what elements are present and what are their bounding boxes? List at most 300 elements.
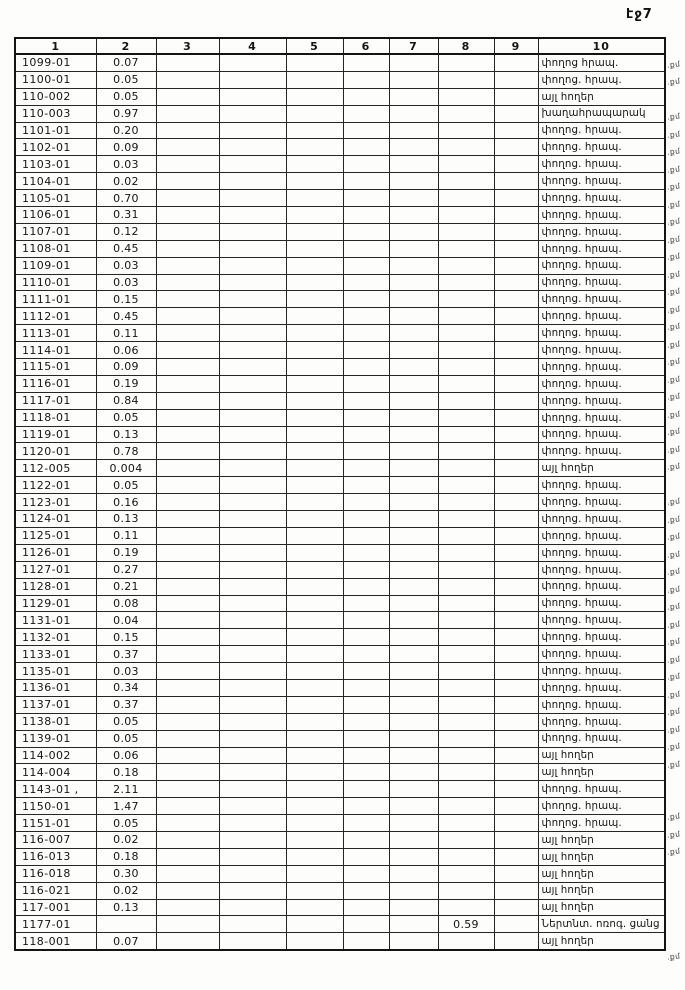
cell-col7 xyxy=(389,342,438,359)
cell-col9 xyxy=(494,173,538,190)
cell-col6 xyxy=(343,190,389,207)
cell-col8 xyxy=(438,359,494,376)
cell-col7 xyxy=(389,308,438,325)
table-row xyxy=(15,713,665,730)
cell-col6 xyxy=(343,578,389,595)
cell-col9 xyxy=(494,375,538,392)
cell-col4 xyxy=(219,325,286,342)
cell-col9 xyxy=(494,392,538,409)
cell-col10: այլ հողեր xyxy=(538,865,665,882)
cell-col7 xyxy=(389,122,438,139)
table-row xyxy=(15,899,665,916)
cell-col2: 0.34 xyxy=(96,679,156,696)
cell-col4 xyxy=(219,933,286,950)
cell-col3 xyxy=(156,105,219,122)
cell-col8: 0.59 xyxy=(438,916,494,933)
cell-col6 xyxy=(343,223,389,240)
cell-col5 xyxy=(286,646,343,663)
margin-mark: .քմ xyxy=(666,321,681,333)
table-row xyxy=(15,240,665,257)
cell-col2: 0.05 xyxy=(96,713,156,730)
cell-col9 xyxy=(494,747,538,764)
cell-col10: փողոց. հրապ. xyxy=(538,713,665,730)
cell-col9 xyxy=(494,865,538,882)
cell-col1: 1111-01 xyxy=(15,291,96,308)
cell-col2: 0.45 xyxy=(96,308,156,325)
cell-col5 xyxy=(286,629,343,646)
cell-col7 xyxy=(389,223,438,240)
cell-col3 xyxy=(156,747,219,764)
cell-col7 xyxy=(389,815,438,832)
cell-col6 xyxy=(343,747,389,764)
cell-col1: 1108-01 xyxy=(15,240,96,257)
cell-col1: 1177-01 xyxy=(15,916,96,933)
margin-mark: .քմ xyxy=(666,111,681,123)
cell-col10: փողոց. հրապ. xyxy=(538,156,665,173)
margin-mark: .քմ xyxy=(666,216,681,228)
cell-col10: փողոց. հրապ. xyxy=(538,342,665,359)
cell-col7 xyxy=(389,105,438,122)
cell-col8 xyxy=(438,595,494,612)
cell-col9 xyxy=(494,713,538,730)
cell-col6 xyxy=(343,561,389,578)
cell-col8 xyxy=(438,122,494,139)
cell-col3 xyxy=(156,764,219,781)
cell-col3 xyxy=(156,223,219,240)
table-row xyxy=(15,359,665,376)
cell-col1: 1133-01 xyxy=(15,646,96,663)
cell-col7 xyxy=(389,646,438,663)
cell-col1: 1126-01 xyxy=(15,544,96,561)
cell-col2: 0.07 xyxy=(96,54,156,71)
cell-col3 xyxy=(156,257,219,274)
table-row xyxy=(15,392,665,409)
cell-col8 xyxy=(438,426,494,443)
margin-mark: .քմ xyxy=(666,601,681,612)
cell-col9 xyxy=(494,207,538,224)
cell-col2: 0.19 xyxy=(96,375,156,392)
cell-col5 xyxy=(286,544,343,561)
column-header-5: 5 xyxy=(286,38,343,54)
table-row xyxy=(15,815,665,832)
cell-col1: 1115-01 xyxy=(15,359,96,376)
cell-col8 xyxy=(438,477,494,494)
table-row xyxy=(15,139,665,156)
table-row xyxy=(15,781,665,798)
cell-col4 xyxy=(219,54,286,71)
cell-col9 xyxy=(494,477,538,494)
cell-col10: փողոց. հրապ. xyxy=(538,663,665,680)
cell-col3 xyxy=(156,713,219,730)
cell-col9 xyxy=(494,831,538,848)
table-row xyxy=(15,105,665,122)
cell-col10: փողոց. հրապ. xyxy=(538,139,665,156)
cell-col1: 1106-01 xyxy=(15,207,96,224)
cell-col5 xyxy=(286,527,343,544)
cell-col10: փողոց. հրապ. xyxy=(538,122,665,139)
margin-mark: .քմ xyxy=(666,59,681,70)
margin-mark: .քմ xyxy=(666,374,681,385)
cell-col8 xyxy=(438,612,494,629)
cell-col6 xyxy=(343,257,389,274)
cell-col7 xyxy=(389,460,438,477)
cell-col8 xyxy=(438,663,494,680)
cell-col4 xyxy=(219,527,286,544)
cell-col2: 0.02 xyxy=(96,882,156,899)
cell-col4 xyxy=(219,865,286,882)
cell-col2: 0.05 xyxy=(96,88,156,105)
land-parcel-table xyxy=(14,37,666,951)
cell-col9 xyxy=(494,848,538,865)
cell-col6 xyxy=(343,595,389,612)
cell-col2: 0.13 xyxy=(96,511,156,528)
cell-col6 xyxy=(343,815,389,832)
cell-col9 xyxy=(494,696,538,713)
cell-col6 xyxy=(343,511,389,528)
cell-col8 xyxy=(438,139,494,156)
cell-col7 xyxy=(389,359,438,376)
margin-mark: .քմ xyxy=(666,234,681,245)
cell-col10: այլ հողեր xyxy=(538,764,665,781)
handwritten-margin-marks xyxy=(667,56,685,986)
cell-col6 xyxy=(343,798,389,815)
cell-col3 xyxy=(156,781,219,798)
cell-col6 xyxy=(343,207,389,224)
cell-col10: այլ հողեր xyxy=(538,88,665,105)
cell-col6 xyxy=(343,848,389,865)
cell-col2: 0.05 xyxy=(96,477,156,494)
cell-col3 xyxy=(156,730,219,747)
margin-mark: .քմ xyxy=(666,688,681,700)
table-row xyxy=(15,696,665,713)
cell-col8 xyxy=(438,71,494,88)
cell-col4 xyxy=(219,696,286,713)
cell-col10: փողոց. հրապ. xyxy=(538,274,665,291)
cell-col1: 116-021 xyxy=(15,882,96,899)
cell-col6 xyxy=(343,933,389,950)
cell-col3 xyxy=(156,831,219,848)
cell-col9 xyxy=(494,88,538,105)
column-header-3: 3 xyxy=(156,38,219,54)
margin-mark: .քմ xyxy=(666,758,681,770)
table-row xyxy=(15,679,665,696)
cell-col9 xyxy=(494,882,538,899)
table-row xyxy=(15,308,665,325)
cell-col4 xyxy=(219,173,286,190)
cell-col1: 1128-01 xyxy=(15,578,96,595)
cell-col9 xyxy=(494,359,538,376)
cell-col5 xyxy=(286,713,343,730)
cell-col1: 1138-01 xyxy=(15,713,96,730)
cell-col2: 0.05 xyxy=(96,409,156,426)
cell-col3 xyxy=(156,392,219,409)
cell-col2: 0.12 xyxy=(96,223,156,240)
cell-col4 xyxy=(219,443,286,460)
cell-col10: փողոց. հրապ. xyxy=(538,646,665,663)
cell-col8 xyxy=(438,527,494,544)
table-row xyxy=(15,207,665,224)
cell-col5 xyxy=(286,359,343,376)
cell-col1: 117-001 xyxy=(15,899,96,916)
table-row xyxy=(15,730,665,747)
cell-col7 xyxy=(389,679,438,696)
cell-col7 xyxy=(389,629,438,646)
cell-col7 xyxy=(389,933,438,950)
cell-col2: 0.27 xyxy=(96,561,156,578)
margin-mark: .քմ xyxy=(666,391,681,402)
cell-col8 xyxy=(438,899,494,916)
cell-col1: 1135-01 xyxy=(15,663,96,680)
cell-col1: 1113-01 xyxy=(15,325,96,342)
cell-col5 xyxy=(286,342,343,359)
cell-col9 xyxy=(494,663,538,680)
cell-col9 xyxy=(494,595,538,612)
cell-col4 xyxy=(219,578,286,595)
cell-col3 xyxy=(156,578,219,595)
cell-col4 xyxy=(219,426,286,443)
cell-col1: 1107-01 xyxy=(15,223,96,240)
cell-col1: 1110-01 xyxy=(15,274,96,291)
cell-col8 xyxy=(438,156,494,173)
cell-col10: փողոց. հրապ. xyxy=(538,426,665,443)
cell-col3 xyxy=(156,696,219,713)
cell-col5 xyxy=(286,274,343,291)
cell-col9 xyxy=(494,274,538,291)
column-header-4: 4 xyxy=(219,38,286,54)
cell-col10: այլ հողեր xyxy=(538,747,665,764)
cell-col5 xyxy=(286,477,343,494)
cell-col9 xyxy=(494,815,538,832)
cell-col3 xyxy=(156,933,219,950)
cell-col2: 0.09 xyxy=(96,139,156,156)
cell-col7 xyxy=(389,527,438,544)
cell-col4 xyxy=(219,764,286,781)
cell-col7 xyxy=(389,494,438,511)
table-row xyxy=(15,882,665,899)
cell-col3 xyxy=(156,865,219,882)
cell-col9 xyxy=(494,342,538,359)
cell-col10: փողոց. հրապ. xyxy=(538,511,665,528)
cell-col9 xyxy=(494,105,538,122)
cell-col2: 0.13 xyxy=(96,426,156,443)
cell-col7 xyxy=(389,578,438,595)
cell-col2: 0.21 xyxy=(96,578,156,595)
cell-col6 xyxy=(343,325,389,342)
cell-col10: այլ հողեր xyxy=(538,899,665,916)
cell-col9 xyxy=(494,527,538,544)
cell-col5 xyxy=(286,291,343,308)
cell-col5 xyxy=(286,679,343,696)
cell-col5 xyxy=(286,933,343,950)
cell-col4 xyxy=(219,477,286,494)
cell-col9 xyxy=(494,629,538,646)
cell-col5 xyxy=(286,240,343,257)
cell-col5 xyxy=(286,764,343,781)
margin-mark: .քմ xyxy=(666,706,681,717)
cell-col4 xyxy=(219,831,286,848)
cell-col3 xyxy=(156,274,219,291)
cell-col9 xyxy=(494,612,538,629)
table-row xyxy=(15,578,665,595)
table-header-row xyxy=(15,38,665,54)
column-header-8: 8 xyxy=(438,38,494,54)
page-number-label: էջ7 xyxy=(626,7,653,22)
cell-col5 xyxy=(286,781,343,798)
cell-col1: 1105-01 xyxy=(15,190,96,207)
cell-col6 xyxy=(343,831,389,848)
table-row xyxy=(15,173,665,190)
cell-col6 xyxy=(343,477,389,494)
cell-col4 xyxy=(219,257,286,274)
cell-col5 xyxy=(286,730,343,747)
cell-col2: 0.004 xyxy=(96,460,156,477)
cell-col8 xyxy=(438,730,494,747)
cell-col10: այլ հողեր xyxy=(538,831,665,848)
cell-col10: փողոց. հրապ. xyxy=(538,730,665,747)
cell-col9 xyxy=(494,308,538,325)
cell-col10: փողոց. հրապ. xyxy=(538,527,665,544)
cell-col10: փողոց. հրապ. xyxy=(538,679,665,696)
cell-col10: փողոց. հրապ. xyxy=(538,359,665,376)
cell-col9 xyxy=(494,71,538,88)
cell-col10: այլ հողեր xyxy=(538,933,665,950)
cell-col4 xyxy=(219,561,286,578)
cell-col8 xyxy=(438,764,494,781)
cell-col3 xyxy=(156,308,219,325)
cell-col4 xyxy=(219,544,286,561)
cell-col9 xyxy=(494,325,538,342)
cell-col2: 0.06 xyxy=(96,342,156,359)
cell-col3 xyxy=(156,679,219,696)
cell-col6 xyxy=(343,342,389,359)
cell-col7 xyxy=(389,477,438,494)
cell-col2: 1.47 xyxy=(96,798,156,815)
cell-col2: 0.13 xyxy=(96,899,156,916)
cell-col5 xyxy=(286,848,343,865)
cell-col6 xyxy=(343,88,389,105)
cell-col8 xyxy=(438,798,494,815)
cell-col6 xyxy=(343,54,389,71)
cell-col8 xyxy=(438,443,494,460)
cell-col7 xyxy=(389,257,438,274)
margin-mark: .քմ xyxy=(666,251,681,263)
cell-col8 xyxy=(438,190,494,207)
cell-col3 xyxy=(156,54,219,71)
table-row xyxy=(15,511,665,528)
cell-col2: 0.97 xyxy=(96,105,156,122)
cell-col6 xyxy=(343,392,389,409)
margin-mark: .քմ xyxy=(666,549,681,560)
table-body xyxy=(15,54,665,950)
cell-col3 xyxy=(156,477,219,494)
cell-col3 xyxy=(156,325,219,342)
column-header-7: 7 xyxy=(389,38,438,54)
cell-col10: փողոց. հրապ. xyxy=(538,544,665,561)
cell-col1: 1122-01 xyxy=(15,477,96,494)
cell-col7 xyxy=(389,831,438,848)
cell-col5 xyxy=(286,409,343,426)
cell-col6 xyxy=(343,460,389,477)
cell-col8 xyxy=(438,831,494,848)
margin-mark: .քմ xyxy=(666,444,681,455)
cell-col7 xyxy=(389,54,438,71)
cell-col1: 1139-01 xyxy=(15,730,96,747)
cell-col2: 0.09 xyxy=(96,359,156,376)
cell-col4 xyxy=(219,646,286,663)
cell-col2: 0.03 xyxy=(96,156,156,173)
cell-col5 xyxy=(286,882,343,899)
cell-col4 xyxy=(219,460,286,477)
margin-mark: .քմ xyxy=(666,741,681,752)
cell-col10: փողոց. հրապ. xyxy=(538,612,665,629)
column-header-9: 9 xyxy=(494,38,538,54)
cell-col7 xyxy=(389,139,438,156)
cell-col10: այլ հողեր xyxy=(538,882,665,899)
cell-col8 xyxy=(438,865,494,882)
table-row xyxy=(15,257,665,274)
margin-mark: .քմ xyxy=(666,514,681,525)
margin-mark: .քմ xyxy=(666,146,681,158)
cell-col8 xyxy=(438,679,494,696)
cell-col6 xyxy=(343,916,389,933)
cell-col10: փողոց. հրապ. xyxy=(538,409,665,426)
cell-col9 xyxy=(494,291,538,308)
cell-col8 xyxy=(438,561,494,578)
cell-col9 xyxy=(494,494,538,511)
cell-col8 xyxy=(438,342,494,359)
cell-col9 xyxy=(494,122,538,139)
cell-col3 xyxy=(156,916,219,933)
cell-col1: 118-001 xyxy=(15,933,96,950)
margin-mark: .քմ xyxy=(666,531,681,542)
cell-col9 xyxy=(494,409,538,426)
cell-col7 xyxy=(389,291,438,308)
cell-col2: 0.02 xyxy=(96,173,156,190)
cell-col6 xyxy=(343,781,389,798)
table-row xyxy=(15,831,665,848)
cell-col4 xyxy=(219,663,286,680)
cell-col4 xyxy=(219,798,286,815)
table-row xyxy=(15,865,665,882)
cell-col6 xyxy=(343,240,389,257)
cell-col4 xyxy=(219,88,286,105)
cell-col6 xyxy=(343,544,389,561)
cell-col1: 110-003 xyxy=(15,105,96,122)
cell-col5 xyxy=(286,257,343,274)
cell-col4 xyxy=(219,223,286,240)
cell-col1: 114-004 xyxy=(15,764,96,781)
table-row xyxy=(15,71,665,88)
cell-col2: 0.78 xyxy=(96,443,156,460)
table-row xyxy=(15,612,665,629)
cell-col6 xyxy=(343,443,389,460)
margin-mark: .քմ xyxy=(666,496,681,507)
cell-col4 xyxy=(219,612,286,629)
cell-col3 xyxy=(156,544,219,561)
cell-col3 xyxy=(156,173,219,190)
cell-col6 xyxy=(343,865,389,882)
cell-col8 xyxy=(438,409,494,426)
cell-col4 xyxy=(219,359,286,376)
cell-col6 xyxy=(343,308,389,325)
cell-col6 xyxy=(343,139,389,156)
cell-col3 xyxy=(156,88,219,105)
cell-col4 xyxy=(219,105,286,122)
cell-col7 xyxy=(389,426,438,443)
cell-col10: փողոց. հրապ. xyxy=(538,595,665,612)
cell-col1: 1120-01 xyxy=(15,443,96,460)
cell-col4 xyxy=(219,190,286,207)
